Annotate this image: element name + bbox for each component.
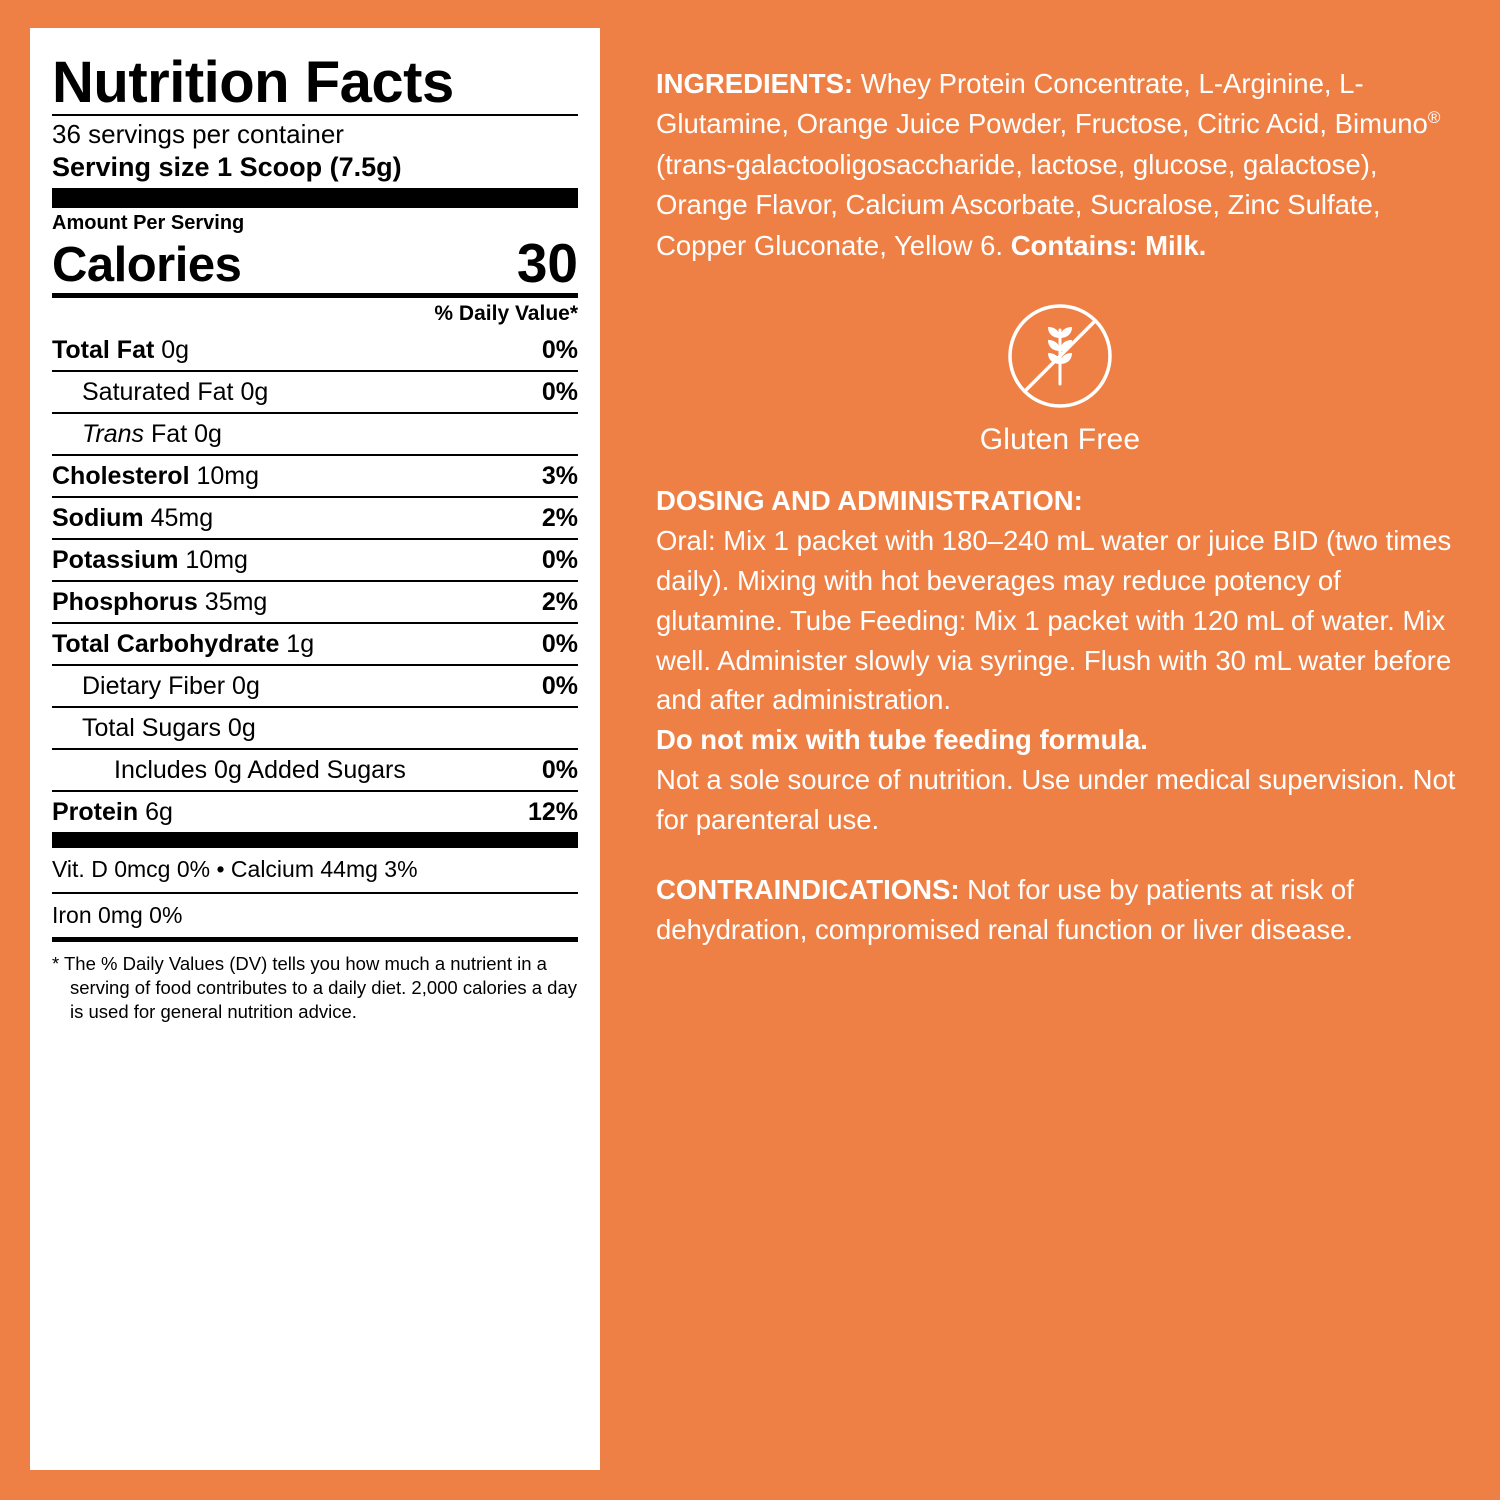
footnote-text: * The % Daily Values (DV) tells you how much a nutrient in a serving of food contributes to a daily diet. 2,000 calories a day is used for general nutrition advice. bbox=[52, 953, 577, 1023]
nutrient-amount: 45mg bbox=[150, 504, 214, 533]
nutrition-facts-title: Nutrition Facts bbox=[52, 50, 454, 115]
nutrient-amount: 0g bbox=[161, 336, 190, 365]
ingredients-block bbox=[656, 64, 1464, 266]
nutrient-name bbox=[52, 630, 314, 658]
contraindications-text: Not for use by patients at risk of dehydration, compromised renal function or liver disease. bbox=[656, 873, 1354, 945]
nutrient-label: Saturated Fat bbox=[82, 378, 234, 407]
nutrient-label: Potassium bbox=[52, 546, 179, 575]
nutrient-daily-value: 3% bbox=[541, 462, 578, 491]
nutrient-name bbox=[82, 672, 260, 700]
nutrient-rows bbox=[52, 330, 578, 832]
divider-thick bbox=[52, 188, 578, 208]
nutrient-label: Total Sugars bbox=[82, 714, 221, 743]
nutrient-label: Protein bbox=[52, 798, 139, 827]
registered-mark: ® bbox=[1427, 108, 1441, 128]
nutrient-daily-value: 2% bbox=[541, 504, 578, 533]
nutrient-daily-value: 0% bbox=[541, 378, 578, 407]
nutrient-label: Total Carbohydrate bbox=[52, 630, 280, 659]
nutrient-name bbox=[82, 714, 256, 742]
daily-value-footnote bbox=[52, 942, 578, 1024]
nutrient-amount: 10mg bbox=[185, 546, 248, 575]
nutrient-amount: 10mg bbox=[196, 462, 260, 491]
nutrient-daily-value: 0% bbox=[541, 756, 578, 785]
nutrient-name bbox=[52, 462, 259, 490]
nutrient-label: Sodium bbox=[52, 504, 144, 533]
nutrient-amount: 1g bbox=[286, 630, 315, 659]
dosing-block bbox=[656, 481, 1464, 840]
nutrient-label: Trans bbox=[82, 420, 145, 449]
nutrient-name bbox=[52, 588, 267, 616]
gluten-free-label: Gluten Free bbox=[979, 423, 1141, 457]
dosing-warning: Do not mix with tube feeding formula. bbox=[656, 724, 1148, 756]
nutrient-amount: Fat 0g bbox=[151, 420, 222, 449]
nutrient-daily-value: 0% bbox=[541, 546, 578, 575]
nutrition-facts-panel bbox=[30, 28, 600, 1470]
nutrient-label: Includes 0g Added Sugars bbox=[114, 756, 406, 785]
nutrient-name bbox=[114, 756, 406, 784]
nutrient-label: Total Fat bbox=[52, 336, 155, 365]
amount-per-serving-label: Amount Per Serving bbox=[52, 212, 245, 235]
vitamins-line-1: Vit. D 0mcg 0% • Calcium 44mg 3% bbox=[52, 856, 418, 883]
nutrient-label: Cholesterol bbox=[52, 462, 190, 491]
divider-thick-2 bbox=[52, 832, 578, 848]
nutrient-daily-value: 0% bbox=[541, 672, 578, 701]
nutrient-row bbox=[52, 622, 578, 664]
nutrient-daily-value: 0% bbox=[541, 630, 578, 659]
ingredients-text-1: Whey Protein Concentrate, L-Arginine, L-Glutamine, Orange Juice Powder, Fructose, Citric Acid, Bimuno bbox=[656, 68, 1428, 140]
dosing-paragraph-2: Not a sole source of nutrition. Use under medical supervision. Not for parenteral use. bbox=[656, 764, 1456, 836]
no-gluten-icon bbox=[1004, 300, 1116, 412]
ingredients-text-2: (trans-galactooligosaccharide, lactose, glucose, galactose), Orange Flavor, Calcium Ascorbate, Sucralose, Zinc Sulfate, Copper Gluconate, Yellow 6. bbox=[656, 148, 1381, 261]
nutrient-name bbox=[52, 336, 189, 364]
contraindications-block bbox=[656, 870, 1464, 950]
nutrient-row bbox=[52, 370, 578, 412]
nutrient-row bbox=[52, 496, 578, 538]
nutrient-name bbox=[52, 546, 248, 574]
servings-per-container: 36 servings per container bbox=[52, 119, 344, 149]
calories-label: Calories bbox=[52, 238, 242, 293]
nutrient-amount: 35mg bbox=[204, 588, 268, 617]
dosing-paragraph-1: Oral: Mix 1 packet with 180–240 mL water or juice BID (two times daily). Mixing with hot beverages may reduce potency of glutamine. Tube Feeding: Mix 1 packet with 120 mL of water. Mix well. Administer slowly via syringe. Flush with 30 mL water before and after administration. bbox=[656, 524, 1452, 716]
nutrient-row bbox=[52, 790, 578, 832]
nutrient-daily-value: 2% bbox=[541, 588, 578, 617]
nutrient-name bbox=[82, 420, 222, 448]
nutrient-row bbox=[52, 664, 578, 706]
nutrient-amount: 0g bbox=[240, 378, 269, 407]
contraindications-heading: CONTRAINDICATIONS: bbox=[656, 873, 960, 905]
nutrient-daily-value: 0% bbox=[541, 336, 578, 365]
nutrient-name bbox=[82, 378, 268, 406]
nutrient-name bbox=[52, 798, 173, 826]
nutrient-row bbox=[52, 538, 578, 580]
calories-value: 30 bbox=[516, 232, 578, 295]
calories-row bbox=[52, 232, 578, 295]
nutrient-amount: 0g bbox=[232, 672, 260, 701]
info-panel bbox=[600, 28, 1470, 1470]
gluten-free-badge bbox=[656, 300, 1464, 457]
nutrient-row bbox=[52, 580, 578, 622]
dosing-heading: DOSING AND ADMINISTRATION: bbox=[656, 485, 1083, 517]
vitamins-line-2: Iron 0mg 0% bbox=[52, 892, 578, 938]
daily-value-header: % Daily Value* bbox=[434, 302, 578, 326]
contains-allergen: Contains: Milk. bbox=[1010, 229, 1207, 261]
nutrient-amount: 0g bbox=[227, 714, 256, 743]
nutrient-row bbox=[52, 412, 578, 454]
nutrient-row bbox=[52, 454, 578, 496]
nutrient-daily-value: 12% bbox=[527, 798, 578, 827]
nutrient-row bbox=[52, 330, 578, 370]
nutrient-label: Dietary Fiber bbox=[82, 672, 226, 701]
nutrient-amount: 6g bbox=[145, 798, 173, 827]
nutrient-row bbox=[52, 748, 578, 790]
nutrient-row bbox=[52, 706, 578, 748]
nutrient-label: Phosphorus bbox=[52, 588, 198, 617]
serving-size: Serving size 1 Scoop (7.5g) bbox=[52, 151, 402, 182]
ingredients-heading: INGREDIENTS: bbox=[656, 68, 854, 99]
nutrient-name bbox=[52, 504, 213, 532]
